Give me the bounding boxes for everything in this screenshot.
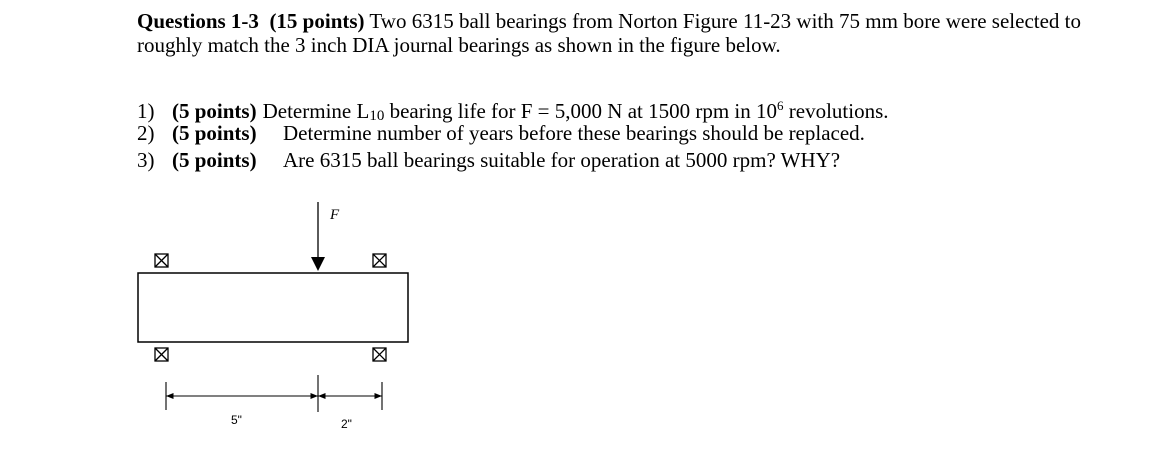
dimension-left-label: 5" <box>231 413 242 427</box>
bearing-top-left-icon <box>155 254 168 267</box>
question-text: Determine number of years before these bearings should be replaced. <box>283 121 865 145</box>
question-text: Determine $L_{10}$ bearing life for F = 5,000 N at 1500 rpm in $10^6$ revolutions. <box>262 98 889 124</box>
total-points: (15 points) <box>269 9 365 33</box>
shaft-rect <box>138 273 408 342</box>
problem-description: Two 6315 ball bearings from Norton Figure 11-23 with 75 mm bore were selected to roughly match the 3 inch DIA journal bearings as shown in the figure below. <box>137 9 1082 57</box>
bearing-top-right-icon <box>373 254 386 267</box>
question-number: 2) <box>137 121 155 145</box>
dimension-right-label: 2" <box>341 417 352 431</box>
dimension-lines <box>166 375 382 412</box>
question-points: (5 points) <box>172 148 257 172</box>
question-points: (5 points) <box>172 99 257 123</box>
question-points: (5 points) <box>172 121 257 145</box>
question-range-title: Questions 1-3 <box>137 9 259 33</box>
bearing-bottom-left-icon <box>155 348 168 361</box>
question-text: Are 6315 ball bearings suitable for operation at 5000 rpm? WHY? <box>283 148 841 172</box>
question-number: 1) <box>137 99 155 123</box>
force-arrow-icon <box>311 202 325 271</box>
force-label: F <box>330 207 340 223</box>
question-number: 3) <box>137 148 155 172</box>
bearing-bottom-right-icon <box>373 348 386 361</box>
